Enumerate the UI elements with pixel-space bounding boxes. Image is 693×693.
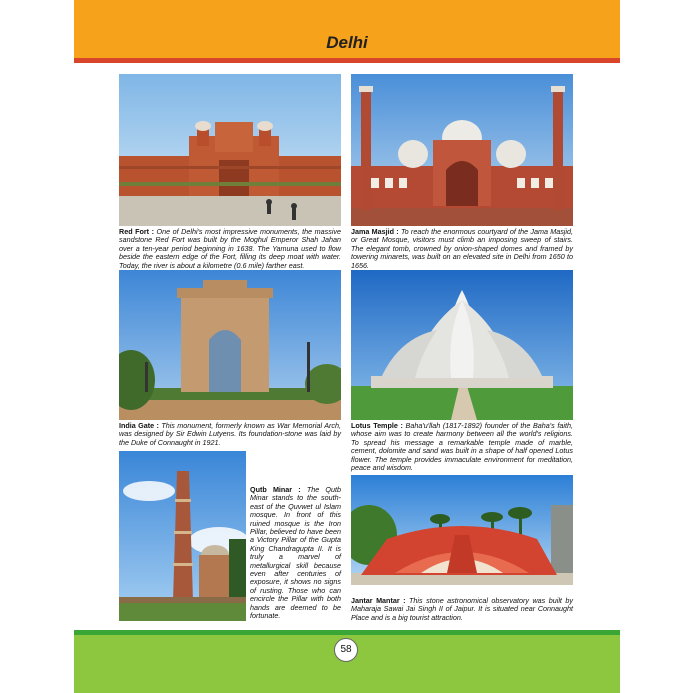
- red-fort-text: One of Delhi's most impressive monuments, the massive sandstone Red Fort was built by the Moghul Emperor Shah Jahan over a ten-year period beginning in 1638. The Yamuna used to flow beside the eastern edge of the Fort, filling its deep moat with water. Today, the river is about a kilometre (0.6 mile) farther east.: [119, 227, 342, 270]
- india-gate-caption: [119, 422, 341, 447]
- qutb-minar-caption: [250, 486, 341, 621]
- jama-masjid-text: To reach the enormous courtyard of the Jama Masjid, or Great Mosque, visitors must climb an imposing sweep of stairs. The elegant tomb, crowned by onion-shaped domes and framed by towering minarets, was built on an elevated site in Delhi from 1650 to 1656.: [351, 227, 573, 270]
- india-gate-title: India Gate :: [119, 421, 159, 430]
- lotus-temple-title: Lotus Temple :: [351, 421, 403, 430]
- lotus-temple-photo: [351, 270, 573, 420]
- red-fort-photo: [119, 74, 341, 226]
- jantar-mantar-caption: [351, 597, 573, 622]
- red-fort-title: Red Fort :: [119, 227, 155, 236]
- page-title: Delhi: [326, 33, 368, 52]
- lotus-temple-caption: [351, 422, 573, 472]
- jama-masjid-caption: [351, 228, 573, 270]
- qutb-minar-photo: [119, 451, 246, 621]
- india-gate-photo: [119, 270, 341, 420]
- india-gate-text: This monument, formerly known as War Memorial Arch, was designed by Sir Edwin Lutyens. Its foundation-stone was laid by the Duke of Connaught in 1921.: [119, 421, 341, 447]
- header-divider: [74, 58, 620, 63]
- jantar-mantar-photo: [351, 475, 573, 585]
- red-fort-caption: [119, 228, 341, 270]
- jama-masjid-photo: [351, 74, 573, 226]
- jantar-mantar-text: This stone astronomical observatory was built by Maharaja Sawai Jai Singh II of Jaipur. It is situated near Connaught Place and is a big tourist attraction.: [351, 596, 574, 622]
- qutb-minar-text: The Qutb Minar stands to the south-east of the Quvwet ul Islam mosque. In front of this ruined mosque is the Iron Pillar, believed to have been a Victory Pillar of the Gupta King Chandragupta II. It is truly a marvel of metallurgical skill because even after centuries of exposure, it shows no signs of rusting. Those who can encircle the Pillar with both hands are deemed to be fortunate.: [250, 485, 342, 621]
- page-number: 58: [334, 638, 358, 662]
- qutb-minar-title: Qutb Minar :: [250, 485, 301, 494]
- jama-masjid-title: Jama Masjid :: [351, 227, 399, 236]
- jantar-mantar-title: Jantar Mantar :: [351, 596, 406, 605]
- lotus-temple-text: Baha'u'llah (1817-1892) founder of the Baha's faith, whose aim was to create harmony between all the world's religions. To spread his message a remarkable temple made of marble, cement, dolomite and sand was built in a shape of half opened Lotus flower. The temple provides immaculate environment for meditation, peace and wisdom.: [351, 421, 573, 473]
